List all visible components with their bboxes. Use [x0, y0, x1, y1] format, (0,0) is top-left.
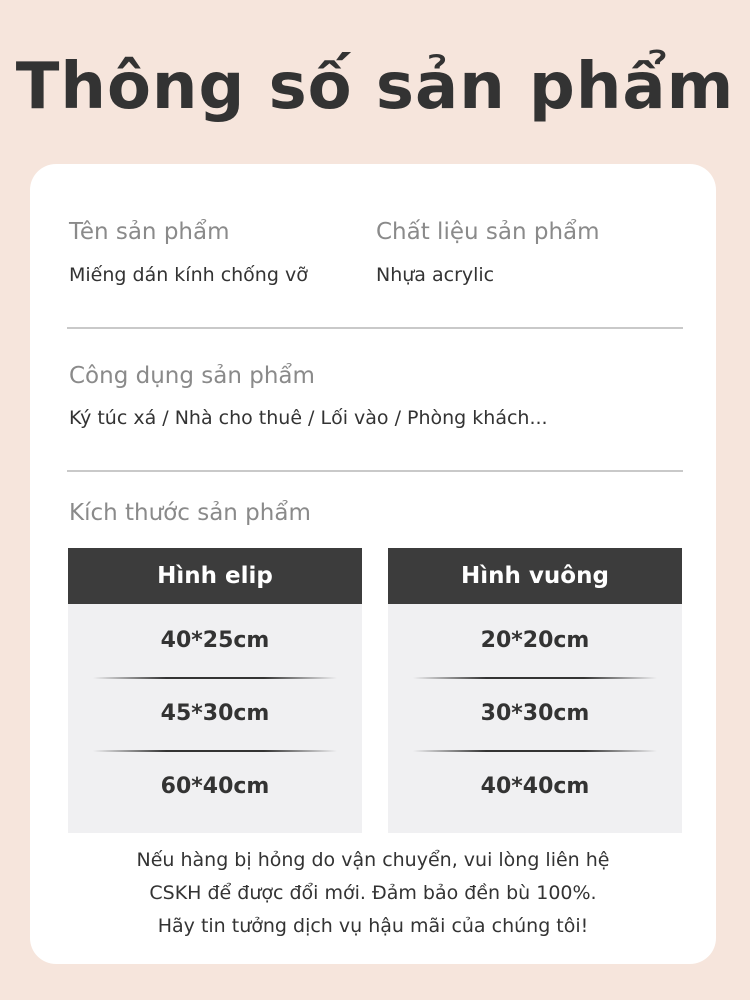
usage-value: Ký túc xá / Nhà cho thuê / Lối vào / Phòng khách... [69, 407, 548, 429]
page-title: Thông số sản phẩm [15, 50, 735, 124]
ellipse-size-table [68, 548, 362, 833]
table-row: 45*30cm [68, 677, 362, 750]
warranty-note [30, 844, 716, 943]
table-row: 30*30cm [388, 677, 682, 750]
product-name-value: Miếng dán kính chống vỡ [69, 264, 308, 286]
square-size-table [388, 548, 682, 833]
warranty-line: Hãy tin tưởng dịch vụ hậu mãi của chúng tôi! [157, 915, 589, 937]
table-row: 40*25cm [160, 628, 270, 653]
spec-card [30, 164, 716, 964]
table-row: 40*40cm [388, 750, 682, 823]
material-label: Chất liệu sản phẩm [376, 219, 600, 245]
square-table-header: Hình vuông [388, 548, 682, 604]
material-value: Nhựa acrylic [376, 264, 495, 286]
divider [67, 470, 683, 472]
divider [67, 327, 683, 329]
warranty-line: Nếu hàng bị hỏng do vận chuyển, vui lòng liên hệ [136, 849, 610, 871]
size-label: Kích thước sản phẩm [69, 500, 311, 526]
usage-label: Công dụng sản phẩm [69, 363, 315, 389]
table-row: 20*20cm [480, 628, 590, 653]
product-name-label: Tên sản phẩm [69, 219, 230, 245]
warranty-line: CSKH để được đổi mới. Đảm bảo đền bù 100%. [149, 882, 597, 904]
ellipse-table-header: Hình elip [68, 548, 362, 604]
table-row: 60*40cm [68, 750, 362, 823]
